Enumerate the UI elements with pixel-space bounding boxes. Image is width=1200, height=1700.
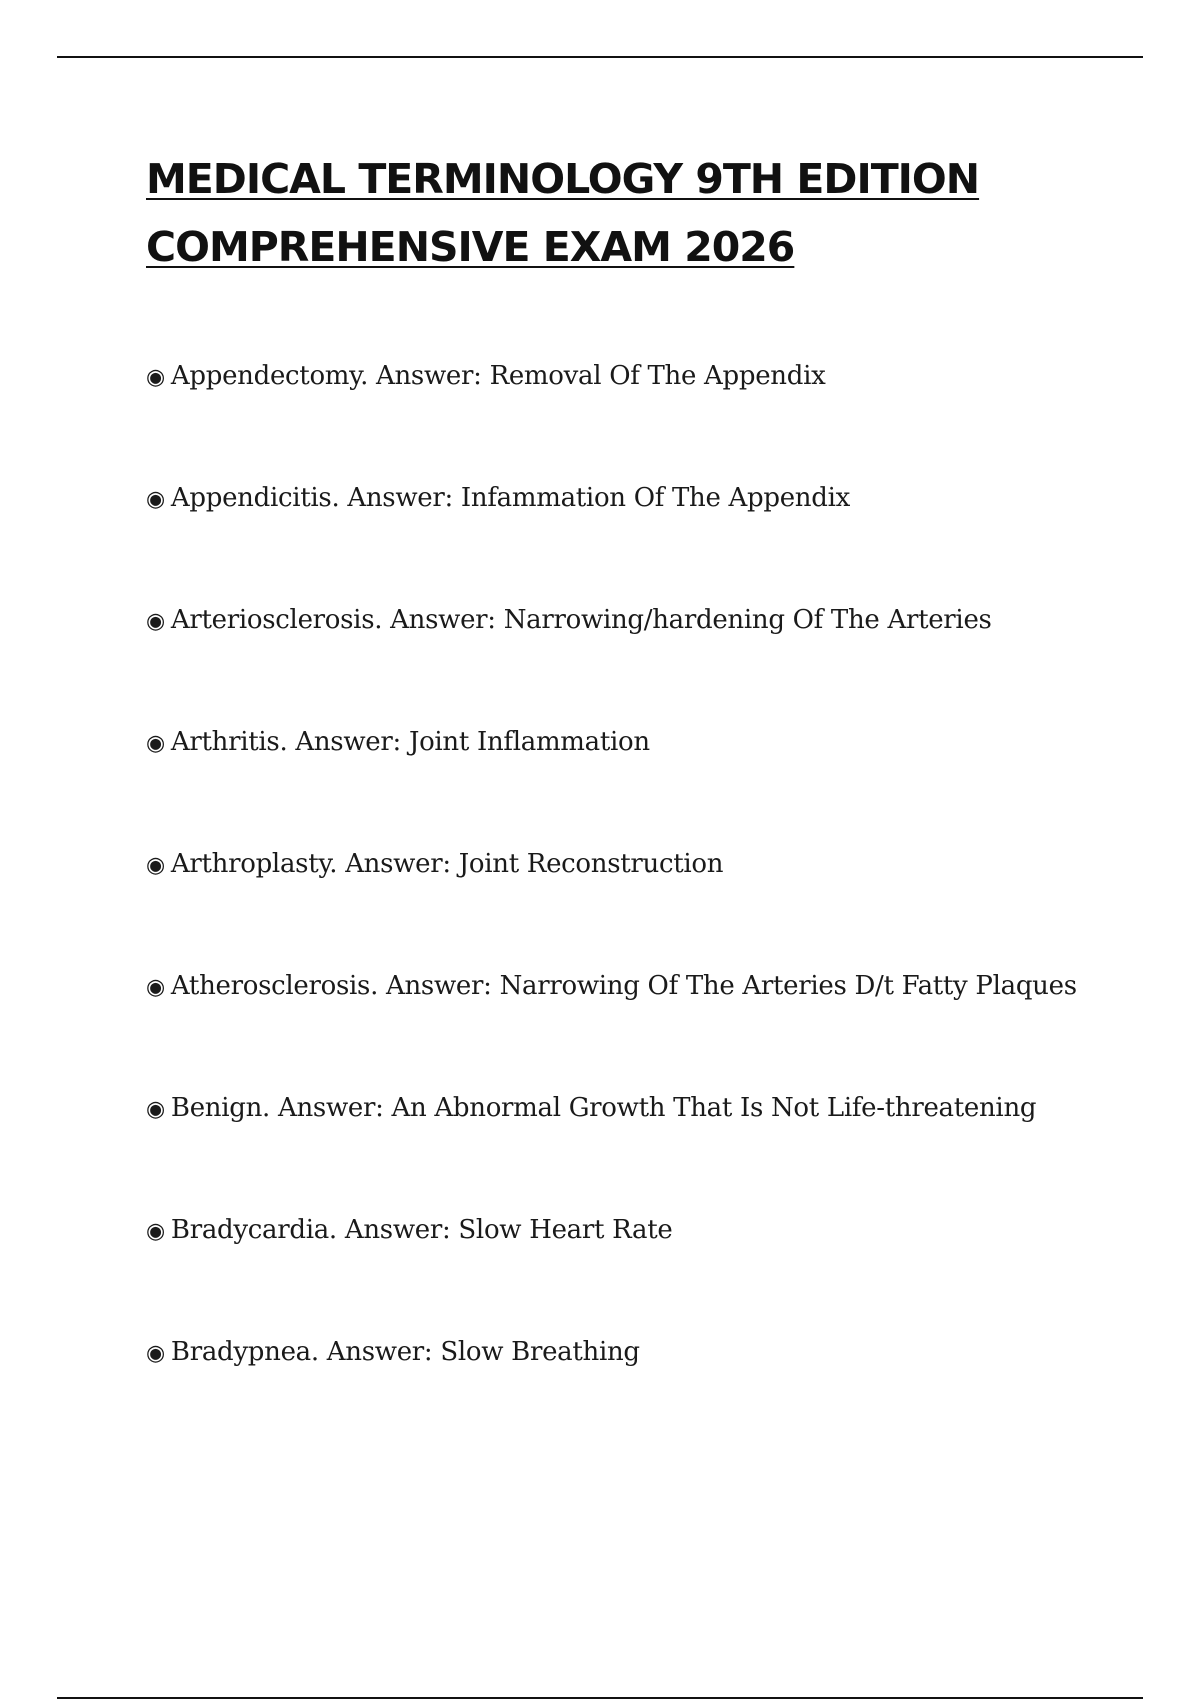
qa-text: Appendectomy. Answer: Removal Of The Appendix	[170, 361, 826, 391]
title-line-1: MEDICAL TERMINOLOGY 9TH EDITION	[146, 155, 980, 203]
list-item	[146, 477, 1096, 521]
radio-bullet-icon: ◉	[146, 609, 165, 634]
radio-bullet-icon: ◉	[146, 853, 165, 878]
list-item	[146, 843, 1096, 887]
qa-text: Appendicitis. Answer: Infammation Of The Appendix	[170, 483, 850, 513]
qa-text: Bradypnea. Answer: Slow Breathing	[170, 1337, 640, 1367]
radio-bullet-icon: ◉	[146, 975, 165, 1000]
list-item	[146, 965, 1096, 1009]
radio-bullet-icon: ◉	[146, 487, 165, 512]
list-item	[146, 1087, 1096, 1131]
radio-bullet-icon: ◉	[146, 1097, 165, 1122]
radio-bullet-icon: ◉	[146, 1219, 165, 1244]
list-item	[146, 355, 1096, 399]
qa-text: Benign. Answer: An Abnormal Growth That Is Not Life-threatening	[170, 1093, 1037, 1123]
qa-list	[146, 355, 1096, 1375]
qa-text: Arthritis. Answer: Joint Inflammation	[170, 727, 650, 757]
list-item	[146, 599, 1096, 643]
list-item	[146, 1209, 1096, 1253]
qa-text: Arthroplasty. Answer: Joint Reconstruction	[170, 849, 724, 879]
radio-bullet-icon: ◉	[146, 365, 165, 390]
page-title	[146, 145, 1096, 281]
title-line-2: COMPREHENSIVE EXAM 2026	[146, 223, 795, 271]
list-item	[146, 721, 1096, 765]
radio-bullet-icon: ◉	[146, 731, 165, 756]
qa-text: Bradycardia. Answer: Slow Heart Rate	[170, 1215, 673, 1245]
qa-text: Atherosclerosis. Answer: Narrowing Of The Arteries D/t Fatty Plaques	[170, 971, 1077, 1001]
radio-bullet-icon: ◉	[146, 1341, 165, 1366]
list-item	[146, 1331, 1096, 1375]
top-rule	[57, 56, 1143, 58]
bottom-rule	[57, 1697, 1143, 1699]
qa-text: Arteriosclerosis. Answer: Narrowing/hardening Of The Arteries	[170, 605, 992, 635]
